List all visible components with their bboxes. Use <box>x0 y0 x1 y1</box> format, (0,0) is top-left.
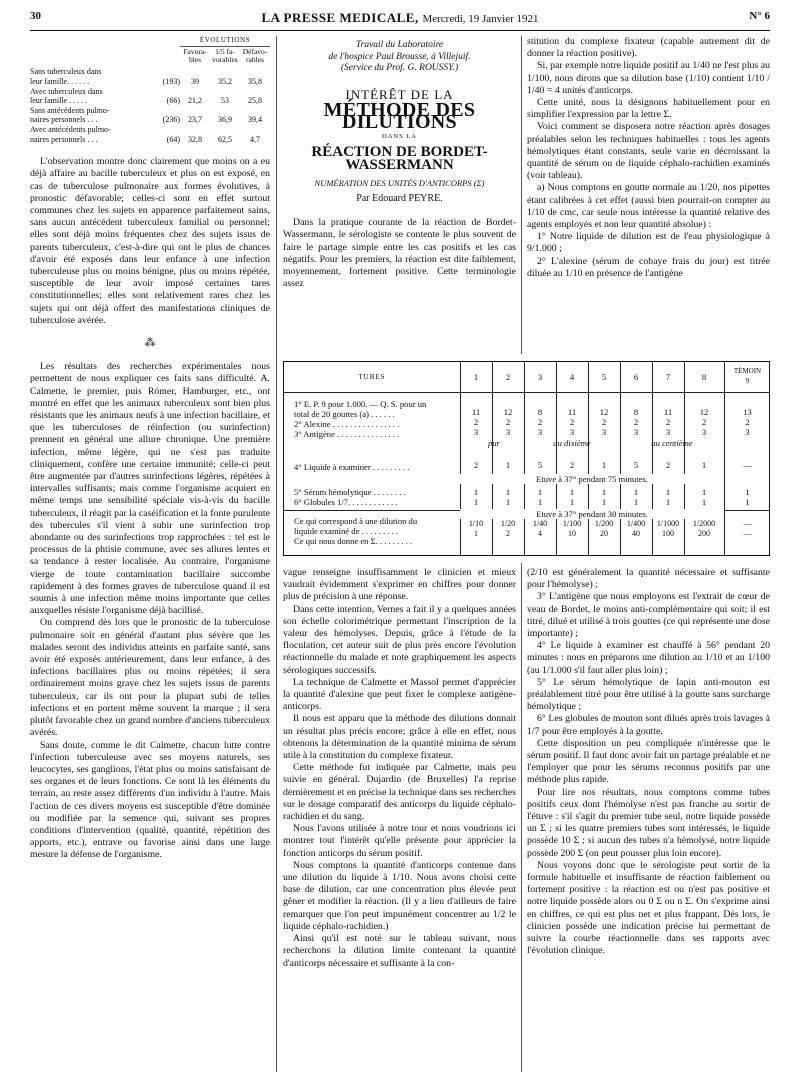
paragraph: On comprend dès lors que le pronostic de la tuberculose pulmonaire soit en général d'autant plus sévère que les malades seront des individus atteints en parfaite santé, sans avoir été exposés antérieurement, dans leur enfance, à des infections bacillaires plus ou moins répétées; il sera ordinairement moins grave chez les sujets issus de parents tuberculeux, car ils ont pour la plupart subi de telles infections et en portent même souvent la marque ; il sera plutôt favorable chez un grand nombre d'anciens tuberculeux avérés. <box>30 617 270 739</box>
paragraph: 1° Notre liquide de dilution est de l'eau physiologique à 9/1.000 ; <box>527 231 770 255</box>
table-cell: 2 <box>569 417 575 427</box>
table-cell: 4 <box>538 529 542 538</box>
table-cell: 2 <box>745 417 750 427</box>
paragraph: 2° L'alexine (sérum de cobaye frais du jour) est titrée diluée au 1/10 en présence de l'antigène <box>527 255 770 279</box>
centieme-label: au centième <box>651 438 693 448</box>
table-cell: 8 <box>633 407 639 417</box>
table-cell: 100 <box>662 529 674 538</box>
table-cell: 1 <box>505 497 511 507</box>
table-cell: 2 <box>537 417 543 427</box>
row-label: 3° Antigène . . . . . . . . . . . . . . . <box>294 429 400 439</box>
paragraph: 6° Les globules de mouton sont dilués après trois lavages à 1/7 pour être employés à la goutte. <box>527 713 770 737</box>
evo-col-mixed: 1/5 fa- vorables <box>212 46 238 64</box>
paragraph: Dans la pratique courante de la réaction de Bordet-Wassermann, le sérologiste se contente le plus souvent de faire le partage simple entre les cas positifs et les cas négatifs. Pour les premiers, la réaction est dite faiblement, moyennement, fortement positive. Cette terminologie assez <box>283 217 516 290</box>
evolutions-table <box>30 36 270 144</box>
dixieme-label: au dixième <box>553 438 591 448</box>
table-cell: 3 <box>665 427 671 437</box>
column-2-top <box>283 36 516 290</box>
table-cell: 3 <box>633 427 639 437</box>
paragraph: Voici comment se disposera notre réaction après dosages préalables selon les techniques habituelles : tous les agents hémolytiques étant constants, seule varie en décroissant la quantité de sérum ou de liquide céphalo-rachidien examinés (voir tableau). <box>527 121 770 182</box>
page-header <box>30 10 770 28</box>
table-cell: 1 <box>745 487 750 497</box>
table-cell: — <box>743 460 752 470</box>
table-cell: 5 <box>537 460 543 470</box>
article-author: Par Edouard PEYRE. <box>356 192 443 204</box>
column-2-bottom <box>283 567 516 970</box>
table-cell: 1 <box>601 460 607 470</box>
column-3-top <box>527 36 770 280</box>
tube-number: 8 <box>701 372 707 382</box>
issue-number: N° 6 <box>749 10 770 22</box>
table-cell: 1 <box>633 497 639 507</box>
paragraph: (2/10 est généralement la quantité nécessaire et suffisante pour l'hémolyse) ; <box>527 567 770 591</box>
paragraph: Nous comptons la quantité d'anticorps contenue dans une dilution du liquide à 1/10. Nous avons choisi cette base de dilution, car une concentration plus élevée peut gêner et modifier la réaction. (Il y a lieu d'ailleurs de faire remarquer que l'on peut impunément concentrer au 1/2 le liquide céphalo-rachidien.) <box>283 859 516 932</box>
tube-number: 6 <box>633 372 639 382</box>
table-cell: — <box>743 519 752 528</box>
table-cell: 12 <box>699 407 709 417</box>
tube-number: 5 <box>601 372 607 382</box>
table-cell: 3 <box>537 427 543 437</box>
article-title-reaction: RÉACTION DE BORDET-WASSERMANN <box>311 144 488 173</box>
column-divider <box>276 36 277 1072</box>
dilution-table <box>283 361 770 556</box>
pur-label: pur <box>488 438 500 448</box>
article-subtitle: NUMÉRATION DES UNITÉS D'ANTICORPS (Σ) <box>314 177 485 188</box>
paragraph: 5° Le sérum hémolytique de lapin anti-mouton est préalablement titré pour être utilisé à la goutte sans surcharge hémolytique ; <box>527 676 770 713</box>
table-cell: 1 <box>473 497 479 507</box>
table-cell: 2 <box>569 460 575 470</box>
table-cell: 1 <box>473 487 479 497</box>
table-cell: 2 <box>506 529 510 538</box>
page-number: 30 <box>30 10 41 22</box>
table-cell: 1/100 <box>562 519 582 528</box>
paragraph: vague renseigne insuffisamment le clinicien et mieux vaudrait évidemment s'exprimer en chiffres pour donner plus de précision à une réponse. <box>283 567 516 603</box>
table-cell: 11 <box>471 407 481 417</box>
table-cell: 1 <box>601 497 607 507</box>
evo-col-defavorables: Défavo- rables <box>242 46 268 64</box>
table-cell: 1 <box>601 487 607 497</box>
evo-row: Sans antécédents pulmo- naires personnels . . . (236) 23,7 36,9 39,4 <box>30 105 262 125</box>
row-label: Ce qui nous donne en Σ. . . . . . . . . <box>294 536 413 546</box>
table-cell: 1 <box>505 460 511 470</box>
paragraph: Cette disposition un peu compliquée n'intéresse que le sérum positif. Il faut donc avoir fait un partage préalable et ne l'employer que pour les sérums reconnus positifs par une méthode plus rapide. <box>527 737 770 786</box>
row-label: 6° Globules 1/7. . . . . . . . . . . . <box>294 497 398 507</box>
journal-name: LA PRESSE MEDICALE <box>261 10 415 25</box>
row-label: 2° Alexine . . . . . . . . . . . . . . . . <box>294 419 400 429</box>
table-cell: 1/200 <box>594 519 614 528</box>
table-cell: 1 <box>569 497 575 507</box>
table-cell: 20 <box>600 529 608 538</box>
table-cell: 2 <box>665 460 671 470</box>
table-cell: 1 <box>701 487 707 497</box>
table-cell: 1/40 <box>532 519 548 528</box>
row-label: 4° Liquide à examiner . . . . . . . . . <box>294 462 410 472</box>
table-cell: 1 <box>537 497 543 507</box>
row-label: 1° E. P. 9 pour 1.000. — Q. S. pour un total de 20 gouttes (a) . . . . . . <box>294 399 427 420</box>
table-cell: 1/20 <box>500 519 516 528</box>
table-cell: 1 <box>505 487 511 497</box>
table-cell: 2 <box>665 417 671 427</box>
table-cell: 1 <box>665 497 671 507</box>
table-cell: 3 <box>473 427 479 437</box>
table-cell: 2 <box>473 417 479 427</box>
tube-number: 1 <box>473 372 479 382</box>
tube-number: 3 <box>537 372 543 382</box>
table-cell: 1 <box>633 487 639 497</box>
tube-number: 7 <box>665 372 671 382</box>
table-cell: 3 <box>569 427 575 437</box>
etuve-75: Etuve à 37° pendant 75 minutes. <box>460 474 724 484</box>
table-cell: 3 <box>505 427 511 437</box>
table-cell: 3 <box>701 427 707 437</box>
tube-number: 2 <box>505 372 511 382</box>
table-cell: 1 <box>701 497 707 507</box>
table-cell: 10 <box>568 529 576 538</box>
row-label: Ce qui correspond à une dilution du liquide examiné de . . . . . . . . . <box>294 516 418 537</box>
table-cell: 2 <box>473 460 479 470</box>
table-cell: 1/2000 <box>692 519 716 528</box>
column-1 <box>30 36 270 862</box>
table-cell: 1/400 <box>626 519 646 528</box>
table-cell: 13 <box>743 407 752 417</box>
table-cell: 200 <box>698 529 710 538</box>
paragraph: Cette unité, nous la désignons habituellement pour en simplifier l'expression par la lettre Σ. <box>527 97 770 121</box>
paragraph: stitution du complexe fixateur (capable autrement dit de donner la réaction positive). <box>527 36 770 60</box>
table-cell: 2 <box>633 417 639 427</box>
article-title-pre: INTÉRÊT DE LA <box>345 86 454 102</box>
paragraph: L'observation montre donc clairement que moins on a eu déjà affaire au bacille tuberculeux et plus on est exposé, en cas de tuberculose pulmonaire aux formes évolutives, à pronostic défavorable; celles-ci sont en effet surtout communes chez les sujets en apparence parfaitement sains, sans aucun antécédent tuberculeux familial ou personnel; elles sont déjà moins fréquentes chez des sujets issus de parents tuberculeux, c'est-à-dire qui ont le plus de chances d'avoir été exposés dans leur enfance à une infection tuberculeuse plus ou moins bénigne, plus ou moins répétée, susceptible de leur avoir imposé certaines tares constitutionnelles; elles sont relativement rares chez les sujets qui ont déjà offert des manifestations cliniques de tuberculose avérée. <box>30 156 270 326</box>
table-cell: 1/10 <box>468 519 484 528</box>
table-cell: 11 <box>567 407 577 417</box>
tube-number: 4 <box>569 372 575 382</box>
column-divider <box>521 563 522 1072</box>
row-label: 5° Sérum hémolytique . . . . . . . . <box>294 487 406 497</box>
table-cell: 8 <box>537 407 543 417</box>
table-cell: 2 <box>505 417 511 427</box>
table-cell: 11 <box>663 407 673 417</box>
table-cell: 1/1000 <box>656 519 680 528</box>
issue-date: Mercredi, 19 Janvier 1921 <box>422 13 539 25</box>
table-cell: 5 <box>633 460 639 470</box>
evo-row: Avec antécédents pulmo- naires personnels . . . (64) 32,8 62,5 4,7 <box>30 124 260 144</box>
temoin-header: TÉMOIN 9 <box>733 367 762 386</box>
table-cell: 1 <box>537 487 543 497</box>
table-cell: 3 <box>745 427 750 437</box>
table-header-tubes: TUBES <box>358 373 386 381</box>
paragraph: Les résultats des recherches expérimentales nous permettent de nous expliquer ces faits sans difficulté. A. Calmette, le premier, puis Römer, Hamburger, etc., ont montré en effet que les animaux tuberculeux sont bien plus résistants que les animaux neufs à une infection bacillaire, et que les tuberculoses de réinfection (ou surinfection) prennent en général une allure chronique. Une première infection, même légère, qui ne s'est pas traduite cliniquement, confère une certaine immunité; celle-ci peut être augmentée par d'autres surinfections légères, répétées à intervalles suffisants; mais comme l'organisme acquiert en même temps une sensibilité spéciale vis-à-vis du bacille tuberculeux, il réagit par la caséification et la fonte purulente des tubercules s'il vient à subir une surinfection trop abondante ou des surinfections trop rapprochées : tel est le processus de la phtisie commune, avec ses allures lentes et sa tendance à rester localisée. Au contraire, l'organisme vierge de toute contamination bacillaire succombe rapidement à des formes graves de tuberculose quand il est soumis à une infection même moins importante que celles auxquelles résiste l'organisme déjà bacillisé. <box>30 361 270 617</box>
paragraph: Nous l'avons utilisée à notre tour et nous voudrions ici montrer tout l'intérêt qu'elle présente pour apprécier la fonction anticorps du sérum positif. <box>283 823 516 859</box>
evolutions-title: ÉVOLUTIONS <box>180 36 270 47</box>
paragraph: Sans doute, comme le dit Calmette, chacun lutte contre l'infection tuberculeuse avec ses moyens naturels, ses leucocytes, ses ganglions, l'état plus ou moins satisfaisant de ses organes et de leurs fonctions. Ce sont là les éléments du terrain, au reste assez différents d'un individu à l'autre. Mais l'action de ces divers moyens est susceptible d'être dominée ou modifiée par la semence qui, suivant ses propres conditions d'intervention (qualité, quantité, répétition des apports, etc.), entrave ou favorise ainsi dans une large mesure la défense de l'organisme. <box>30 739 270 861</box>
paragraph: Dans cette intention, Vernes a fait il y a quelques années son échelle colorimétrique permettant l'inscription de la valeur des hémolyses. Depuis, grâce à l'étude de la floculation, cet auteur suit de plus près encore l'évolution réactionnelle du malade et note graphiquement les aspects sérologiques successifs. <box>283 603 516 676</box>
table-cell: 2 <box>601 417 607 427</box>
table-cell: 1 <box>701 460 707 470</box>
paragraph: Pour lire nos résultats, nous comptons comme tubes positifs ceux dont l'hémolyse n'est pas franche au sortir de l'étuve : s'il s'agit du premier tube seul, notre liquide possède un Σ ; si les quatre premiers tubes sont intéressés, le liquide possède 10 Σ ; si aucun des tubes n'a hémolysé, notre liquide possède 200 Σ (on peut pousser plus loin encore). <box>527 786 770 859</box>
paragraph: La technique de Calmette et Massol permet d'apprécier la quantité d'alexine que peut fixer le complexe antigène-anticorps. <box>283 676 516 713</box>
table-cell: 40 <box>632 529 640 538</box>
article-title-dans: DANS LA <box>382 133 417 141</box>
table-cell: 1 <box>665 487 671 497</box>
evo-row: Sans tuberculeux dans leur famille. . . . . . (193) 39 35,2 35,8 <box>30 67 262 86</box>
paragraph: Il nous est apparu que la méthode des dilutions donnait un résultat plus précis encore; grâce à elle en effet, nous obtenons la détermination de la quantité minima de sérum utile à la constitution du complexe fixateur. <box>283 713 516 762</box>
lab-affiliation: Travail du Laboratoire de l'hospice Paul Brousse, à Villejuif. (Service du Prof. G. ROUSSY.) <box>328 40 471 73</box>
paragraph: 4° Le liquide à examiner est chauffé à 56° pendant 20 minutes : nous en préparons une dilution au 1/10 et au 1/100 (au 1/1.000 s'il faut aller plus loin) ; <box>527 640 770 676</box>
paragraph: Ainsi qu'il est noté sur le tableau suivant, nous recherchons la dilution limite contenant la quantité d'anticorps nécessaire et suffisante à la con- <box>283 933 516 969</box>
evo-row: Avec tuberculeux dans leur famille . . . . . (66) 21,2 53 25,8 <box>30 86 262 106</box>
etuve-30: Etuve à 37° pendant 30 minutes. <box>460 509 724 519</box>
journal-title: LA PRESSE MEDICALE, Mercredi, 19 Janvier 1921 <box>261 10 539 25</box>
table-cell: 2 <box>701 417 707 427</box>
table-cell: 12 <box>599 407 609 417</box>
paragraph: Si, par exemple notre liquide positif au 1/40 ne l'est plus au 1/100, nous dirons que sa dilution base (1/10) contient 1/10 / 1/40 = 4 unités d'anticorps. <box>527 60 770 96</box>
paragraph: Nous voyons donc que le sérologiste peut sortir de la formule habituelle et insuffisante de réaction faiblement ou fortement positive : la réaction est ou n'est pas positive et notre liquide possède alors ou 0 Σ ou n Σ. On s'exprime ainsi en chiffres, ce qui est plus net et plus frappant. Dès lors, le clinicien possède une indication précise lui permettant de suivre la courbe réactionnelle dans ses rapports avec l'évolution clinique. <box>527 859 770 957</box>
paragraph: 3° L'antigène que nous employons est l'extrait de cœur de veau de Bordet, le moins anti-complémentaire qui soit; il est titré, dilué et utilisé à trois gouttes (ce qui représente une dose importante) ; <box>527 591 770 640</box>
table-cell: 1 <box>474 529 478 538</box>
table-cell: — <box>743 529 752 538</box>
column-3-bottom <box>527 567 770 958</box>
column-divider <box>521 36 522 354</box>
paragraph: a) Nous comptons en goutte normale au 1/20, nos pipettes étant calibrées à cet effet (aussi bien pourrait-on compter au 1/10 de cmc, car seule nous intéresse la quantité relative des agents employés et non leur quantité absolue) : <box>527 182 770 231</box>
table-cell: 1 <box>569 487 575 497</box>
paragraph: Cette méthode fut indiquée par Calmette, mais peu suivie en général. Dujardin (de Bruxelles) l'a reprise dernièrement et en précise la technique dans ses recherches sur le dosage comparatif des anticorps du liquide céphalo-rachidien et du sang. <box>283 762 516 823</box>
table-cell: 1 <box>745 497 750 507</box>
evo-col-favorables: Favora- bles <box>183 46 207 64</box>
table-cell: 3 <box>601 427 607 437</box>
header-rule <box>30 30 770 31</box>
table-cell: 12 <box>503 407 513 417</box>
section-separator: ⁂ <box>144 337 156 349</box>
article-title: MÉTHODE DES DILUTIONS <box>323 98 476 133</box>
